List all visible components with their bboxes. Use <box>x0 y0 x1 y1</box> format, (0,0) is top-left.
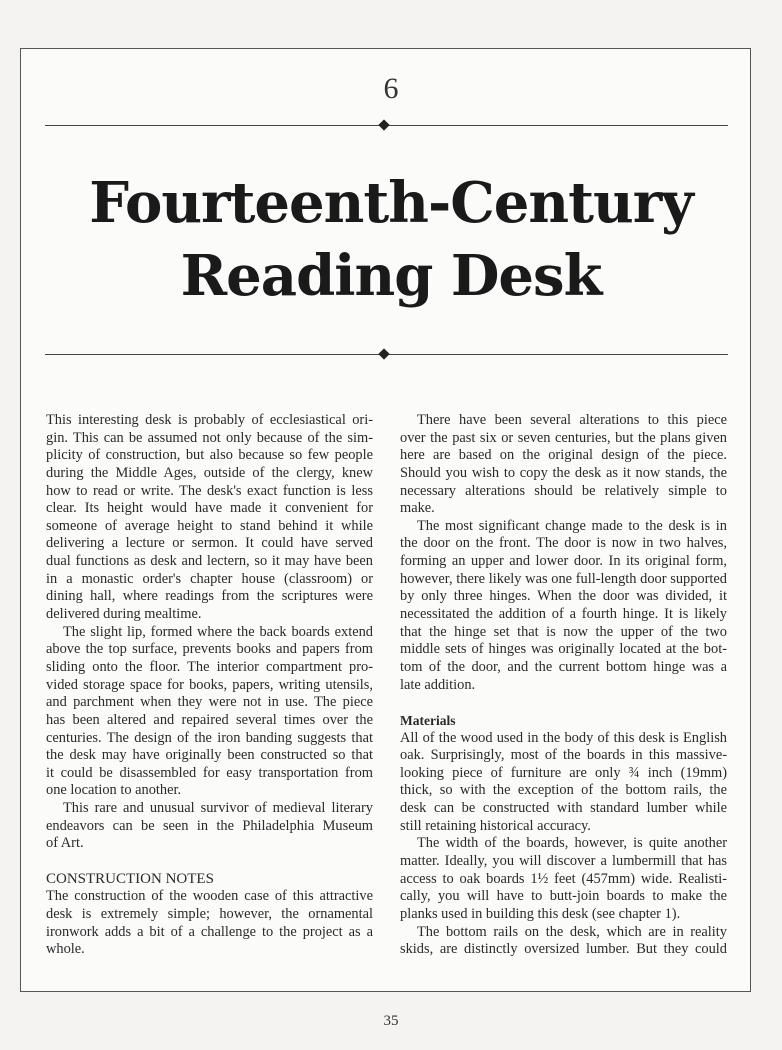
text-line: looking piece of furniture are only ¾ inch (19mm) <box>400 764 727 781</box>
spacer <box>46 853 373 871</box>
text-line: and parchment when they were not in use. The piece <box>46 694 373 711</box>
text-line: that the hinge set that is now the upper of the two <box>400 623 727 640</box>
text-line: access to oak boards 1½ feet (457mm) wide. Realisti- <box>400 870 727 887</box>
text-line: oak. Surprisingly, most of the boards in this massive- <box>400 747 727 764</box>
text-line: ironwork adds a bit of a challenge to the project as a <box>46 923 373 940</box>
text-line: it could be disassembled for easy transportation from <box>46 764 373 781</box>
text-line: late addition. <box>400 676 476 693</box>
text-line: planks used in building this desk (see chapter 1). <box>400 905 681 922</box>
text-line: desk is extremely simple; however, the ornamental <box>46 905 373 922</box>
text-line: endeavors can be seen in the Philadelphia Museum <box>46 817 373 834</box>
text-line: centuries. The design of the iron banding suggests that <box>46 729 373 746</box>
text-line: plicity of construction, but also because so few people <box>46 447 373 464</box>
text-line: gin. This can be assumed not only because of the sim- <box>46 429 373 446</box>
text-line: dual functions as desk and lectern, so it may have been <box>46 553 373 570</box>
right-column <box>400 412 727 959</box>
text-line: by only three hinges. When the door was divided, it <box>400 588 727 605</box>
text-line: middle sets of hinges was originally located at the bot- <box>400 641 727 658</box>
text-line: dining hall, where readings from the scriptures were <box>46 588 373 605</box>
paragraph <box>46 624 373 800</box>
text-line: clear. Its height would have made it convenient for <box>46 500 373 517</box>
paragraph <box>400 835 727 923</box>
paragraph <box>400 518 727 694</box>
spacer <box>400 694 727 712</box>
text-line: someone of average height to stand behind it while <box>46 517 373 534</box>
paragraph <box>46 800 373 853</box>
text-line: the door on the front. The door is now in two halves, <box>400 535 727 552</box>
paragraph <box>46 412 373 624</box>
text-line: thick, so with the exception of the bottom rails, the <box>400 782 727 799</box>
text-line: This rare and unusual survivor of medieval literary <box>63 800 373 817</box>
text-line: delivered during mealtime. <box>46 606 202 623</box>
text-line: tom of the door, and the current bottom hinge was a <box>400 658 727 675</box>
text-line: how to read or write. The desk's exact function is less <box>46 482 373 499</box>
text-line: delivering a lecture or sermon. It could have served <box>46 535 373 552</box>
text-line: over the past six or seven centuries, but the plans given <box>400 429 727 446</box>
text-line: necessitated the addition of a fourth hinge. It is likely <box>400 606 727 623</box>
left-column <box>46 412 373 959</box>
section-heading: CONSTRUCTION NOTES <box>46 870 214 887</box>
text-line: necessary alterations should be relatively simple to <box>400 482 727 499</box>
section-heading: Materials <box>400 712 456 728</box>
text-line: forming an upper and lower door. In its original form, <box>400 553 727 570</box>
text-line: There have been several alterations to this piece <box>417 412 727 428</box>
text-line: make. <box>400 500 435 517</box>
text-line: cally, you will have to butt-join boards to make the <box>400 888 727 905</box>
text-line: The width of the boards, however, is quite another <box>417 835 727 852</box>
text-line: still retaining historical accuracy. <box>400 817 591 834</box>
text-line: in a monastic order's chapter house (classroom) or <box>46 570 373 587</box>
text-line: above the top surface, prevents books and papers from <box>46 641 373 658</box>
text-line: here are based on the original design of the piece. <box>400 447 727 464</box>
paragraph <box>46 888 373 959</box>
text-line: The construction of the wooden case of this attractive <box>46 888 373 905</box>
paragraph <box>400 730 727 836</box>
text-line: desk can be constructed with standard lumber while <box>400 800 727 817</box>
text-line: The slight lip, formed where the back boards extend <box>63 623 373 640</box>
text-line: whole. <box>46 941 85 958</box>
page-number: 35 <box>383 1013 399 1029</box>
paragraph <box>400 412 727 518</box>
text-line: the desk may have originally been constructed so that <box>46 747 373 764</box>
text-line: however, there likely was one full-length door supported <box>400 570 727 587</box>
chapter-number: 6 <box>383 72 399 105</box>
paragraph <box>400 924 727 959</box>
chapter-title-line1: Fourteenth-Century <box>89 170 693 236</box>
text-line: Should you wish to copy the desk as it now stands, the <box>400 464 727 481</box>
chapter-title-line2: Reading Desk <box>180 243 602 309</box>
text-line: sliding onto the floor. The interior compartment pro- <box>46 658 373 675</box>
text-line: matter. Ideally, you will discover a lumbermill that has <box>400 853 727 870</box>
text-line: of Art. <box>46 835 84 852</box>
text-line: All of the wood used in the body of this desk is English <box>400 729 727 746</box>
text-line: skids, are distinctly oversized lumber. But they could <box>400 941 727 958</box>
text-line: has been altered and repaired several times over the <box>46 711 373 728</box>
text-line: one location to another. <box>46 782 182 799</box>
text-line: This interesting desk is probably of ecclesiastical ori- <box>46 412 373 428</box>
text-line: The bottom rails on the desk, which are in reality <box>417 923 727 940</box>
text-line: The most significant change made to the desk is in <box>417 517 727 534</box>
text-line: vided storage space for books, papers, writing utensils, <box>46 676 373 693</box>
text-line: during the Middle Ages, outside of the clergy, knew <box>46 464 373 481</box>
